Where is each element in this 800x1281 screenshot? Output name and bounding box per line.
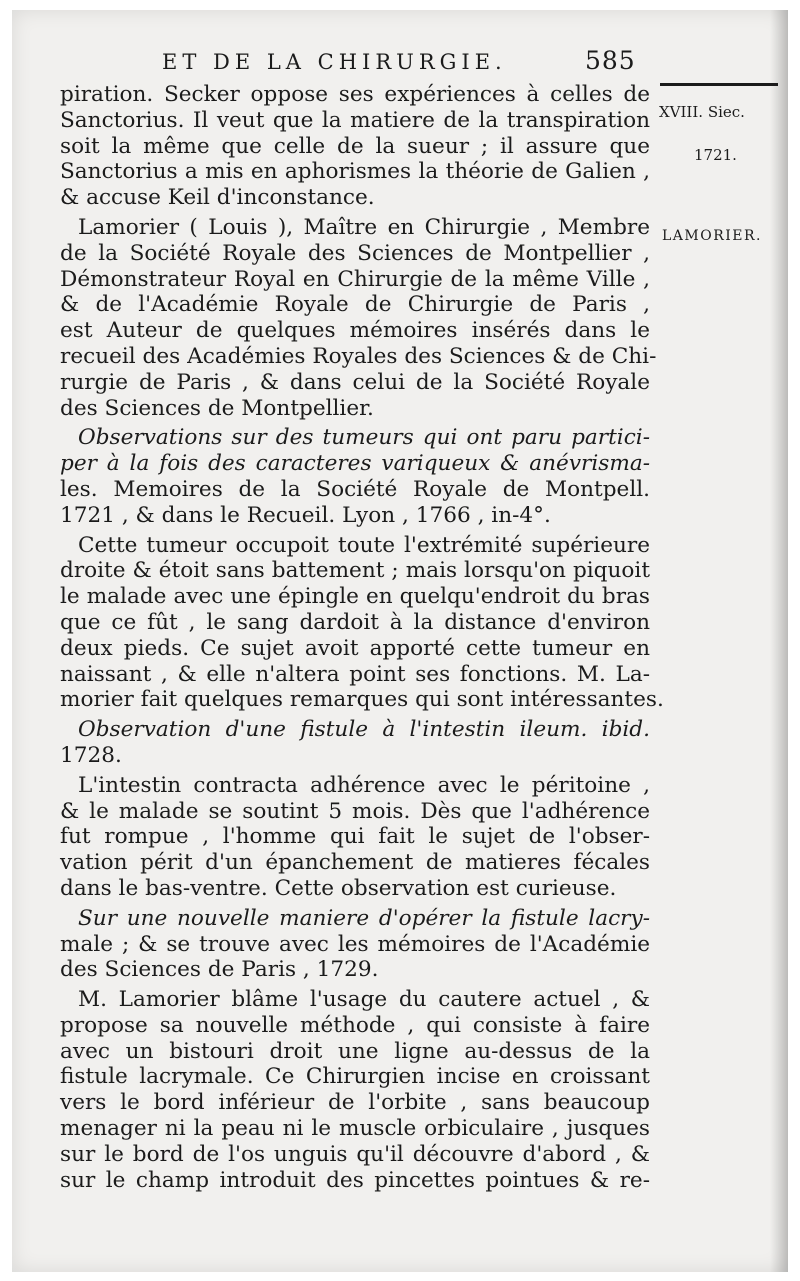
text-line: 1728.	[60, 742, 122, 768]
paragraph-observations-tumeurs	[60, 425, 650, 528]
page-number: 585	[585, 46, 636, 75]
text-line: les. Memoires de la Société Royale de Montpell.	[60, 476, 650, 502]
text-line: des Sciences de Paris , 1729.	[60, 957, 379, 983]
text-line: naissant , & elle n'altera point ses fonctions. M. La-	[60, 661, 650, 687]
paragraph-transpiration	[60, 82, 650, 211]
text-line: deux pieds. Ce sujet avoit apporté cette tumeur en	[60, 635, 650, 661]
margin-author-name: LAMORIER.	[662, 228, 763, 244]
text-line: de la Société Royale des Sciences de Montpellier ,	[60, 240, 650, 266]
text-line: que ce fût , le sang dardoit à la distance d'environ	[60, 609, 650, 635]
paragraph-methode	[60, 987, 650, 1193]
text-line: droite & étoit sans battement ; mais lorsqu'on piquoit	[60, 558, 650, 584]
text-line: L'intestin contracta adhérence avec le péritoine ,	[78, 772, 650, 798]
paragraph-observation-fistule	[60, 717, 650, 769]
text-line: M. Lamorier blâme l'usage du cautere actuel , &	[78, 987, 650, 1013]
margin-year: 1721.	[694, 146, 737, 164]
text-line: Sur une nouvelle maniere d'opérer la fistule lacry-	[78, 905, 650, 931]
text-line: male ; & se trouve avec les mémoires de l'Académie	[60, 931, 650, 957]
text-line: Lamorier ( Louis ), Maître en Chirurgie , Membre	[78, 214, 650, 240]
text-line: est Auteur de quelques mémoires insérés dans le	[60, 318, 650, 344]
paragraph-tumeur-description	[60, 532, 664, 714]
paragraph-intestin	[60, 773, 650, 902]
margin-rule	[660, 83, 778, 86]
text-line: avec un bistouri droit une ligne au-dessus de la	[60, 1038, 650, 1064]
text-line: piration. Secker oppose ses expériences à celles de	[60, 82, 650, 107]
running-title: ET DE LA CHIRURGIE.	[162, 50, 507, 74]
text-line: le malade avec une épingle en quelqu'endroit du bras	[60, 584, 650, 610]
text-line: Observations sur des tumeurs qui ont paru partici-	[78, 425, 650, 451]
body-text	[60, 82, 664, 1193]
text-line: menager ni la peau ni le muscle orbiculaire , jusques	[60, 1116, 650, 1142]
text-line: fut rompue , l'homme qui fait le sujet de l'obser-	[60, 824, 650, 850]
text-line: morier fait quelques remarques qui sont intéressantes.	[60, 687, 664, 713]
text-line: dans le bas-ventre. Cette observation est curieuse.	[60, 875, 617, 901]
page-edge-shadow	[770, 10, 788, 1272]
text-line: vers le bord inférieur de l'orbite , sans beaucoup	[60, 1090, 650, 1116]
text-line: 1721 , & dans le Recueil. Lyon , 1766 , in-4°.	[60, 502, 551, 528]
text-line: & de l'Académie Royale de Chirurgie de Paris ,	[60, 292, 650, 318]
text-line: Démonstrateur Royal en Chirurgie de la même Ville ,	[60, 266, 650, 292]
text-line: Sanctorius a mis en aphorismes la théorie de Galien ,	[60, 159, 650, 185]
text-line: propose sa nouvelle méthode , qui consiste à faire	[60, 1012, 650, 1038]
text-line: sur le bord de l'os unguis qu'il découvre d'abord , &	[60, 1141, 650, 1167]
text-line: Cette tumeur occupoit toute l'extrémité supérieure	[78, 532, 650, 558]
text-line: des Sciences de Montpellier.	[60, 395, 374, 421]
text-line: fistule lacrymale. Ce Chirurgien incise en croissant	[60, 1064, 650, 1090]
text-line: recueil des Académies Royales des Sciences & de Chi-	[60, 343, 657, 369]
text-line: Sanctorius. Il veut que la matiere de la transpiration	[60, 107, 650, 133]
book-page	[12, 10, 788, 1272]
text-line: vation périt d'un épanchement de matieres fécales	[60, 850, 650, 876]
text-line: per à la fois des caracteres variqueux & anévrisma-	[60, 451, 650, 477]
paragraph-lamorier-bio	[60, 214, 657, 421]
text-line: sur le champ introduit des pincettes pointues & re-	[60, 1167, 650, 1193]
text-line: Observation d'une fistule à l'intestin ileum. ibid.	[78, 717, 650, 743]
text-line: & le malade se soutint 5 mois. Dès que l'adhérence	[60, 798, 650, 824]
paragraph-fistule-lacrymale	[60, 906, 650, 983]
margin-century: XVIII. Siec.	[659, 103, 745, 121]
text-line: rurgie de Paris , & dans celui de la Société Royale	[60, 369, 650, 395]
text-line: soit la même que celle de la sueur ; il assure que	[60, 133, 650, 159]
text-line: & accuse Keil d'inconstance.	[60, 185, 375, 211]
